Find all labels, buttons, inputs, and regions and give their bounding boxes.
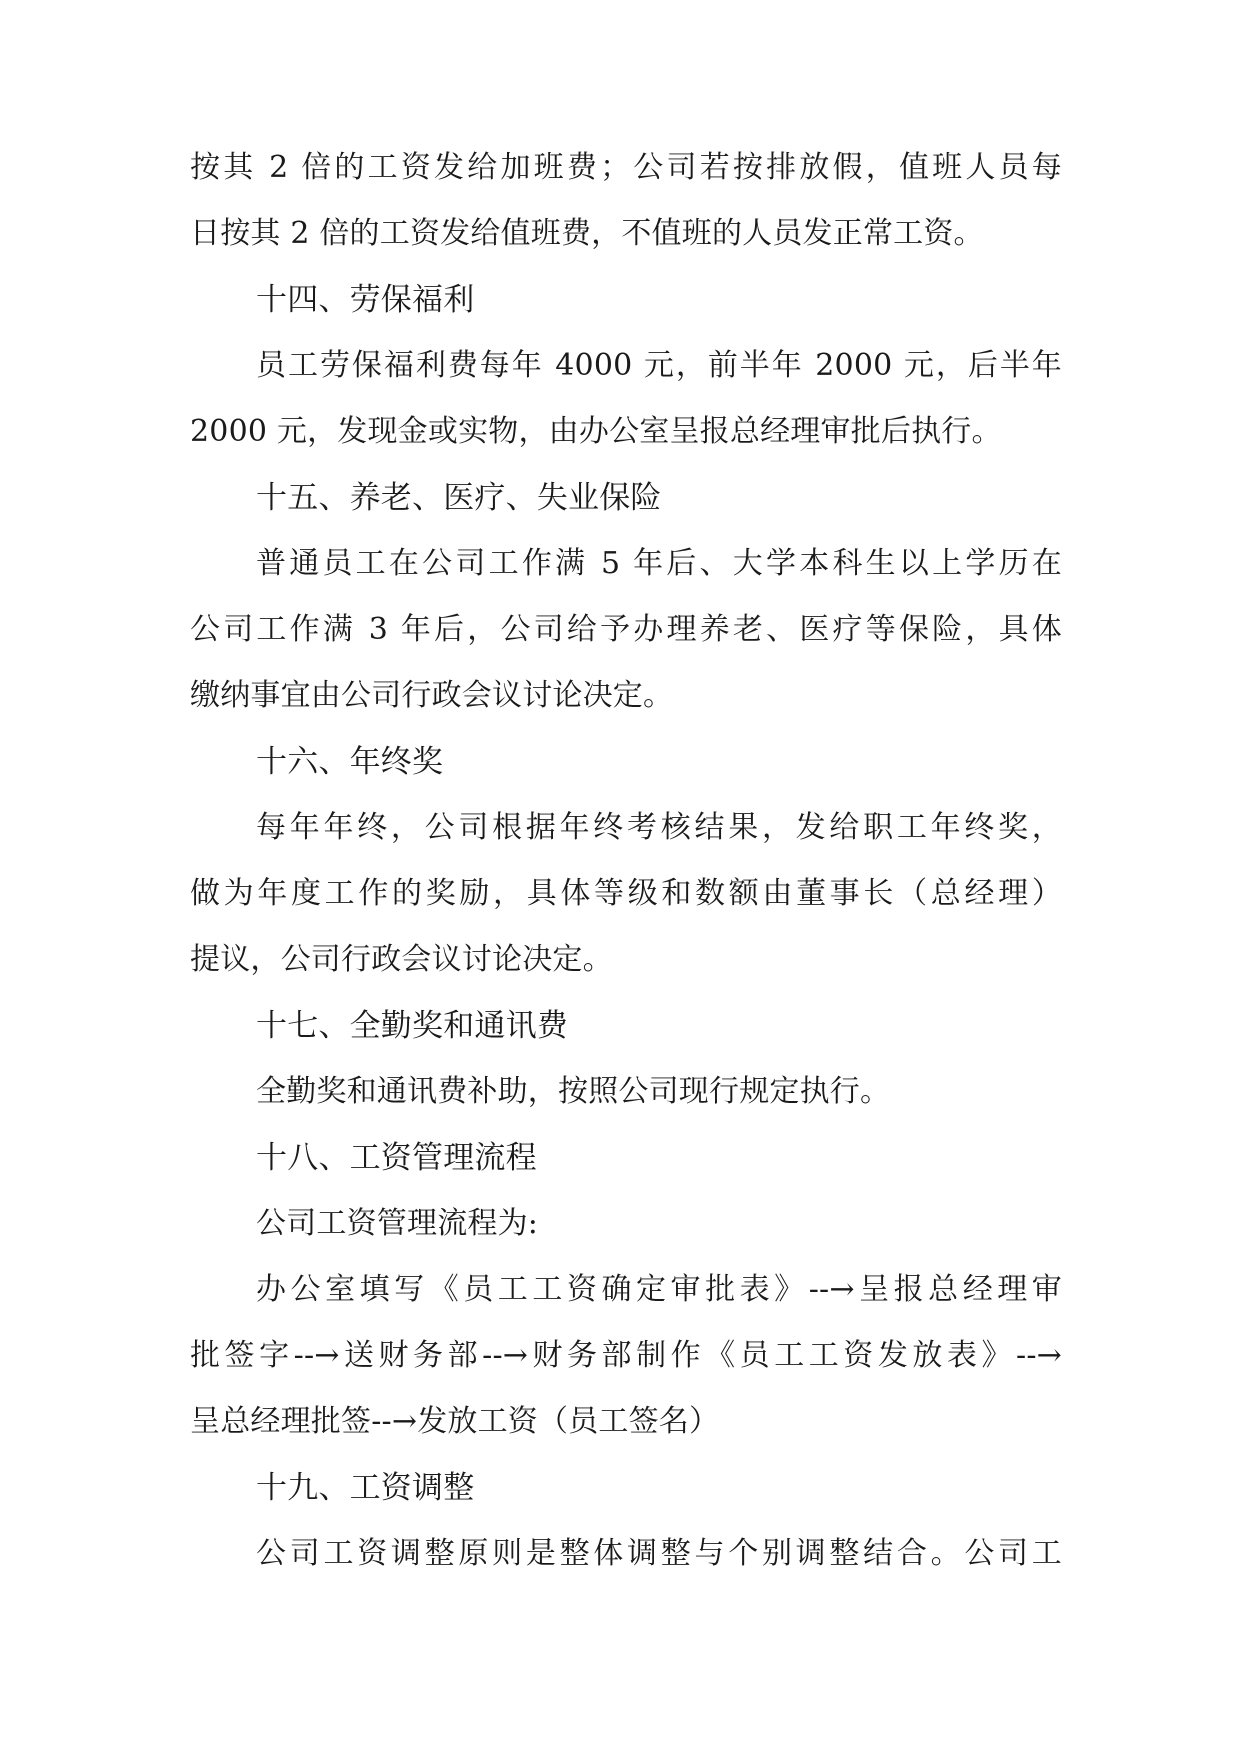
body-text-line: 批签字--→送财务部--→财务部制作《员工工资发放表》--→	[190, 1338, 1062, 1373]
section-heading: 十八、工资管理流程	[256, 1140, 537, 1176]
body-text-line: 日按其 2 倍的工资发给值班费，不值班的人员发正常工资。	[190, 216, 984, 251]
section-heading: 十九、工资调整	[256, 1470, 475, 1506]
section-heading: 十六、年终奖	[256, 744, 444, 780]
body-text-line: 缴纳事宜由公司行政会议讨论决定。	[190, 678, 674, 713]
body-text-line: 公司工资管理流程为:	[256, 1206, 539, 1241]
body-text-line: 全勤奖和通讯费补助，按照公司现行规定执行。	[256, 1074, 891, 1109]
body-text-line: 公司工资调整原则是整体调整与个别调整结合。公司工	[256, 1536, 1062, 1571]
body-text-line: 普通员工在公司工作满 5 年后、大学本科生以上学历在	[256, 546, 1062, 581]
body-text-line: 公司工作满 3 年后，公司给予办理养老、医疗等保险，具体	[190, 612, 1062, 647]
body-text-line: 每年年终，公司根据年终考核结果，发给职工年终奖，	[256, 810, 1062, 845]
section-heading: 十七、全勤奖和通讯费	[256, 1008, 568, 1044]
section-heading: 十四、劳保福利	[256, 282, 475, 318]
body-text-line: 做为年度工作的奖励，具体等级和数额由董事长（总经理）	[190, 876, 1062, 911]
body-text-line: 呈总经理批签--→发放工资（员工签名）	[190, 1404, 720, 1439]
body-text-line: 员工劳保福利费每年 4000 元，前半年 2000 元，后半年	[256, 348, 1062, 383]
document-page	[190, 150, 1062, 1602]
body-text-line: 办公室填写《员工工资确定审批表》--→呈报总经理审	[256, 1272, 1062, 1307]
body-text-line: 按其 2 倍的工资发给加班费；公司若按排放假，值班人员每	[190, 150, 1062, 185]
body-text-line: 提议，公司行政会议讨论决定。	[190, 942, 613, 977]
body-text-line: 2000 元，发现金或实物，由办公室呈报总经理审批后执行。	[190, 414, 1002, 449]
section-heading: 十五、养老、医疗、失业保险	[256, 480, 662, 516]
